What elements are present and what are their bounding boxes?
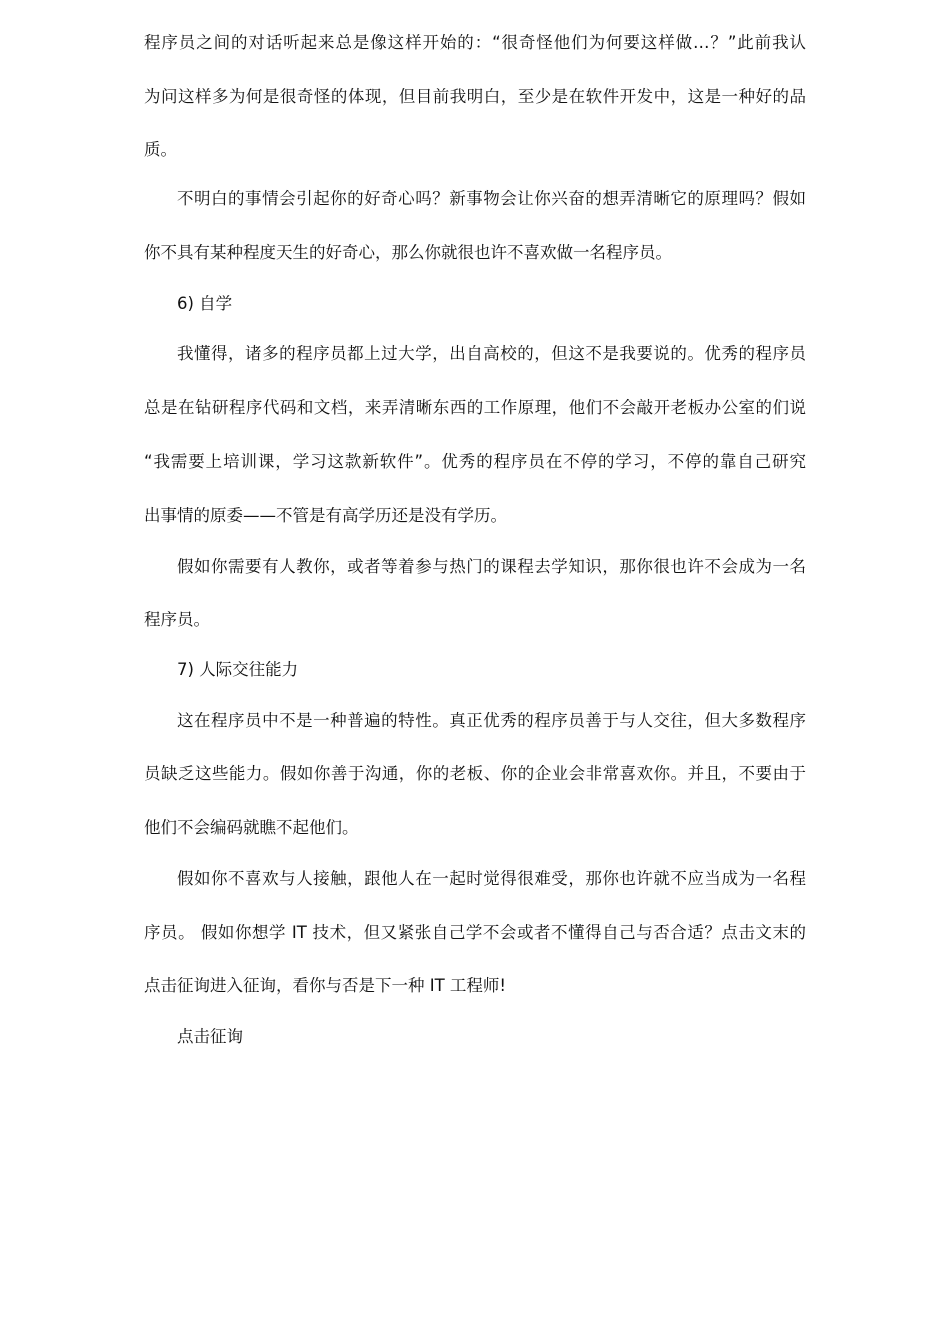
paragraph-line: 这在程序员中不是一种普遍的特性。真正优秀的程序员善于与人交往，但大多数程序 xyxy=(177,711,806,730)
section-heading: 6) 自学 xyxy=(177,294,233,313)
paragraph-line: 质。 xyxy=(144,140,177,159)
paragraph-line: “我需要上培训课，学习这款新软件”。优秀的程序员在不停的学习，不停的靠自己研究 xyxy=(144,452,806,471)
paragraph-line: 我懂得，诸多的程序员都上过大学，出自高校的，但这不是我要说的。优秀的程序员 xyxy=(177,344,806,363)
paragraph-line: 员缺乏这些能力。假如你善于沟通，你的老板、你的企业会非常喜欢你。并且，不要由于 xyxy=(144,764,806,783)
paragraph-line: 点击征询进入征询，看你与否是下一种 IT 工程师! xyxy=(144,976,507,995)
paragraph-line: 你不具有某种程度天生的好奇心，那么你就很也许不喜欢做一名程序员。 xyxy=(144,243,672,262)
consult-link[interactable]: 点击征询 xyxy=(177,1027,243,1046)
paragraph-line: 为问这样多为何是很奇怪的体现，但目前我明白，至少是在软件开发中，这是一种好的品 xyxy=(144,87,806,106)
paragraph-line: 出事情的原委——不管是有高学历还是没有学历。 xyxy=(144,506,507,525)
paragraph-line: 假如你需要有人教你，或者等着参与热门的课程去学知识，那你很也许不会成为一名 xyxy=(177,557,806,576)
paragraph-line: 程序员之间的对话听起来总是像这样开始的：“很奇怪他们为何要这样做…？”此前我认 xyxy=(144,33,806,52)
section-heading: 7) 人际交往能力 xyxy=(177,660,299,679)
paragraph-line: 程序员。 xyxy=(144,610,210,629)
paragraph-line: 不明白的事情会引起你的好奇心吗？新事物会让你兴奋的想弄清晰它的原理吗？假如 xyxy=(177,189,806,208)
paragraph-line: 他们不会编码就瞧不起他们。 xyxy=(144,818,359,837)
paragraph-line: 假如你不喜欢与人接触，跟他人在一起时觉得很难受，那你也许就不应当成为一名程 xyxy=(177,869,806,888)
paragraph-line: 序员。 假如你想学 IT 技术，但又紧张自己学不会或者不懂得自己与否合适？点击文末的 xyxy=(144,923,806,942)
paragraph-line: 总是在钻研程序代码和文档，来弄清晰东西的工作原理，他们不会敲开老板办公室的们说 xyxy=(144,398,806,417)
